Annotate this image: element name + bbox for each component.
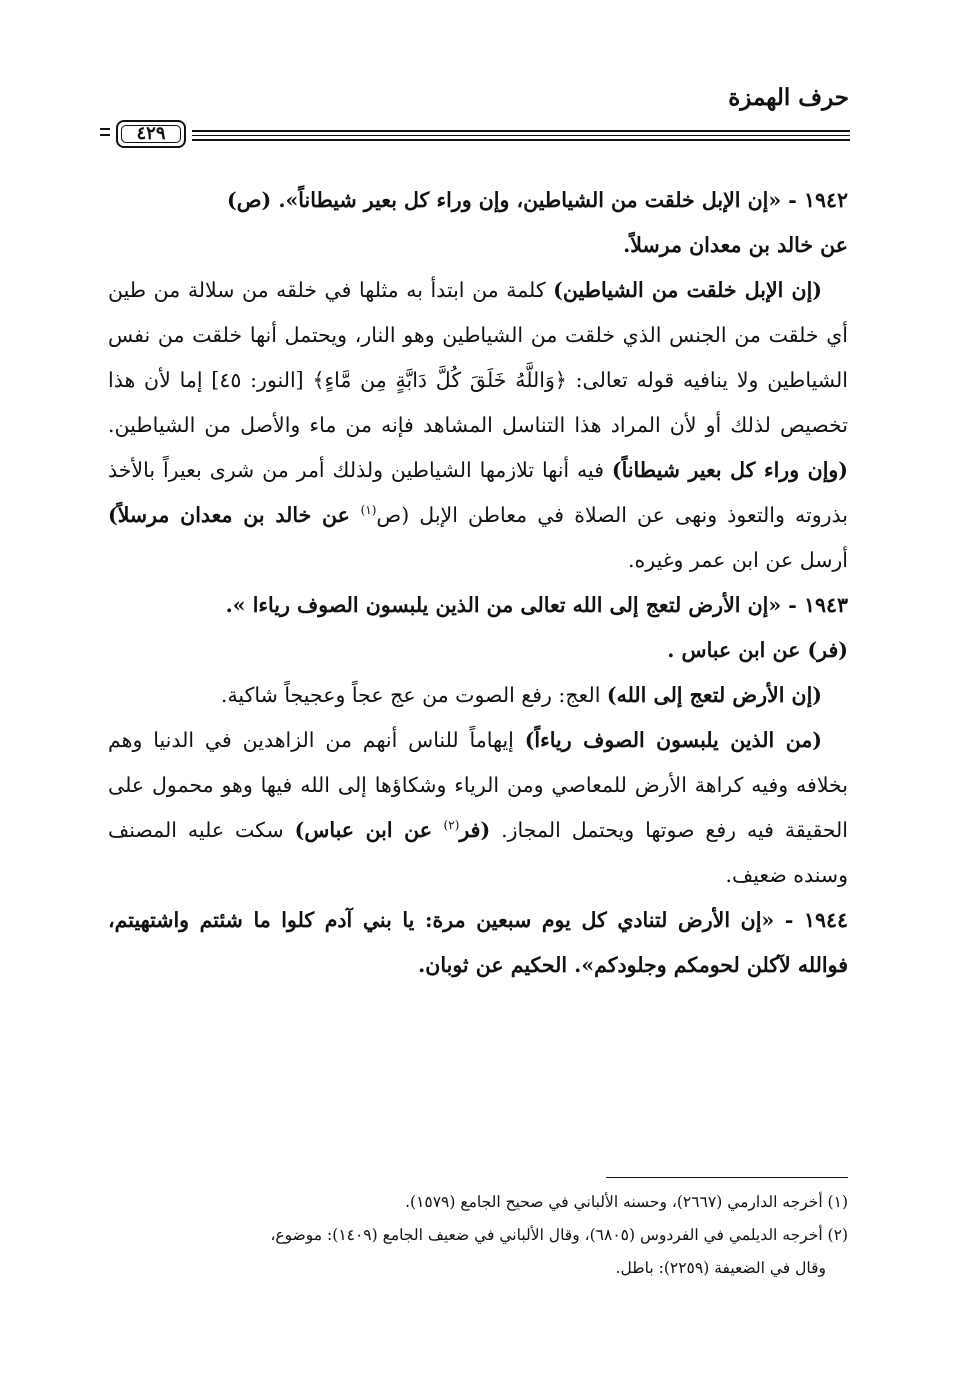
hadith-1942-code: (ص) bbox=[227, 188, 272, 212]
header-rule-line bbox=[192, 130, 850, 132]
footnote-ref-2: (٢) bbox=[443, 818, 460, 833]
running-title: حرف الهمزة bbox=[728, 84, 849, 111]
footnote-2-continued: وقال في الضعيفة (٢٢٥٩): باطل. bbox=[615, 1259, 826, 1277]
main-text bbox=[108, 178, 848, 988]
commentary-quote: (إن الإبل خلقت من الشياطين) bbox=[553, 278, 822, 302]
page-number: ٤٢٩ bbox=[116, 120, 186, 148]
hadith-1943: ١٩٤٣ - «إن الأرض لتعج إلى الله تعالى من الذين يلبسون الصوف رياءا ». bbox=[225, 593, 848, 617]
commentary-quote: عن ابن عباس) bbox=[294, 818, 444, 842]
commentary-text: إيهاماً للناس أنهم من الزاهدين في الدنيا وهم بخلافه وفيه كراهة الأرض للمعاصي ومن الرياء وشكاؤها إلى الله فيها وهو محمول على الحقيقة فيه رفع صوتها ويحتمل المجاز. bbox=[108, 728, 848, 842]
commentary-text: العج: رفع الصوت من عج عجاً وعجيجاً شاكية. bbox=[220, 683, 607, 707]
footnotes bbox=[108, 1186, 848, 1285]
commentary-text: أرسل عن ابن عمر وغيره. bbox=[628, 548, 848, 572]
commentary-quote: (إن الأرض لتعج إلى الله) bbox=[606, 683, 822, 707]
footnote-2: (٢) أخرجه الديلمي في الفردوس (٦٨٠٥)، وقال الألباني في ضعيف الجامع (١٤٠٩): موضوع، bbox=[270, 1226, 848, 1244]
hadith-1944: ١٩٤٤ - «إن الأرض لتنادي كل يوم سبعين مرة: يا بني آدم كلوا ما شئتم واشتهيتم، فوالله لآكلن لحومكم وجلودكم». الحكيم عن ثوبان. bbox=[108, 908, 848, 977]
commentary-quote: عن خالد بن معدان مرسلاً) bbox=[108, 503, 361, 527]
header-rule bbox=[100, 120, 850, 150]
footnote-ref-1: (١) bbox=[360, 503, 377, 518]
commentary-1943-a bbox=[108, 673, 848, 718]
hadith-1942-text: ١٩٤٢ - «إن الإبل خلقت من الشياطين، وإن وراء كل بعير شيطاناً». bbox=[271, 188, 848, 212]
header-ornament bbox=[100, 126, 110, 138]
commentary-text: كلمة من ابتدأ به مثلها في خلقه من سلالة من طين أي خلقت من الجنس الذي خلقت من الشياطين وهو النار، ويحتمل أنها خلقت من نفس الشياطين ولا ينافيه قوله تعالى: ﴿وَاللَّهُ خَلَقَ كُلَّ دَابَّةٍ مِن مَّاءٍ﴾ [النور: ٤٥] إما لأن هذا تخصيص لذلك أو لأن المراد هذا التناسل المشاهد فإنه من ماء والأصل من الشياطين. bbox=[108, 278, 848, 437]
header-rule-line bbox=[192, 135, 850, 136]
footnote-separator bbox=[606, 1177, 848, 1178]
header-rule-line bbox=[192, 139, 850, 141]
commentary-quote: (فر bbox=[459, 818, 491, 842]
commentary-1943-b bbox=[108, 718, 848, 898]
hadith-1942-source: عن خالد بن معدان مرسلاً. bbox=[623, 233, 848, 257]
commentary-text: فيه أنها تلازمها الشياطين ولذلك أمر من شرى بعيراً بالأخذ بذروته والتعوذ ونهى عن الصلاة في معاطن الإبل (ص bbox=[108, 458, 848, 527]
commentary-quote: (وإن وراء كل بعير شيطاناً) bbox=[611, 458, 848, 482]
hadith-1942 bbox=[108, 178, 848, 223]
commentary-quote: (من الذين يلبسون الصوف رياءاً) bbox=[524, 728, 823, 752]
footnote-1: (١) أخرجه الدارمي (٢٦٦٧)، وحسنه الألباني في صحيح الجامع (١٥٧٩). bbox=[405, 1193, 848, 1211]
commentary-1942 bbox=[108, 268, 848, 583]
hadith-1943-source: (فر) عن ابن عباس . bbox=[667, 638, 848, 662]
commentary-text: سكت عليه المصنف وسنده ضعيف. bbox=[108, 818, 848, 887]
